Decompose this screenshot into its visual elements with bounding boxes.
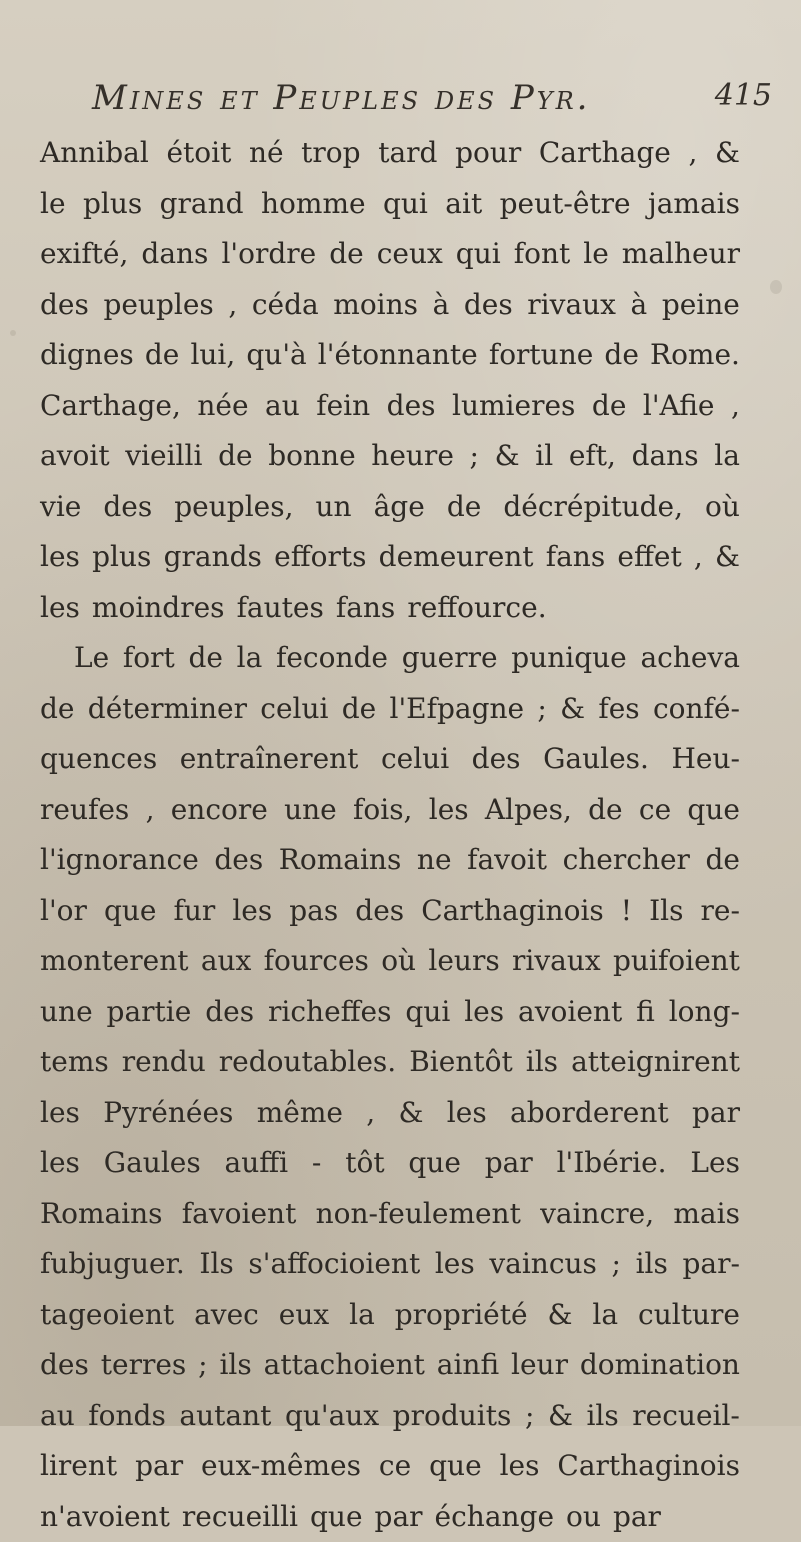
running-head — [92, 72, 772, 122]
text-line: au fonds autant qu'aux produits ; & ils recueil- — [40, 1391, 740, 1442]
text-line: Carthage, née au fein des lumieres de l'Afie , — [40, 381, 740, 432]
page-number: 415 — [715, 78, 772, 113]
text-line: monterent aux fources où leurs rivaux puifoient — [40, 936, 740, 987]
text-line: lirent par eux-mêmes ce que les Carthaginois — [40, 1441, 740, 1492]
text-line: exifté, dans l'ordre de ceux qui font le malheur — [40, 229, 740, 280]
body-text — [40, 128, 740, 1542]
text-line: les Gaules auffi - tôt que par l'Ibérie. Les — [40, 1138, 740, 1189]
text-line: des terres ; ils attachoient ainfi leur domination — [40, 1340, 740, 1391]
text-line: de déterminer celui de l'Efpagne ; & fes confé- — [40, 684, 740, 735]
text-line: reufes , encore une fois, les Alpes, de ce que — [40, 785, 740, 836]
text-line: Annibal étoit né trop tard pour Carthage , & — [40, 128, 740, 179]
text-line: tems rendu redoutables. Bientôt ils atteignirent — [40, 1037, 740, 1088]
text-line: vie des peuples, un âge de décrépitude, où — [40, 482, 740, 533]
text-line: Romains favoient non-feulement vaincre, mais — [40, 1189, 740, 1240]
text-line: les plus grands efforts demeurent fans effet , & — [40, 532, 740, 583]
text-line: n'avoient recueilli que par échange ou par — [40, 1492, 740, 1542]
text-line: le plus grand homme qui ait peut-être jamais — [40, 179, 740, 230]
text-line: Le fort de la feconde guerre punique acheva — [40, 633, 740, 684]
text-line: dignes de lui, qu'à l'étonnante fortune de Rome. — [40, 330, 740, 381]
text-line: quences entraînerent celui des Gaules. Heu- — [40, 734, 740, 785]
text-line: l'or que fur les pas des Carthaginois ! Ils re- — [40, 886, 740, 937]
text-line: une partie des richeffes qui les avoient fi long- — [40, 987, 740, 1038]
text-line: des peuples , céda moins à des rivaux à peine — [40, 280, 740, 331]
text-line: l'ignorance des Romains ne favoit chercher de — [40, 835, 740, 886]
paper-stain — [10, 330, 16, 336]
text-line: les moindres fautes fans reffource. — [40, 583, 740, 634]
text-line: avoit vieilli de bonne heure ; & il eft, dans la — [40, 431, 740, 482]
paper-stain — [770, 280, 782, 294]
text-line: les Pyrénées même , & les aborderent par — [40, 1088, 740, 1139]
text-line: tageoient avec eux la propriété & la culture — [40, 1290, 740, 1341]
running-head-title: Mines et Peuples des Pyr. — [92, 78, 590, 118]
text-line: fubjuguer. Ils s'affocioient les vaincus ; ils par- — [40, 1239, 740, 1290]
